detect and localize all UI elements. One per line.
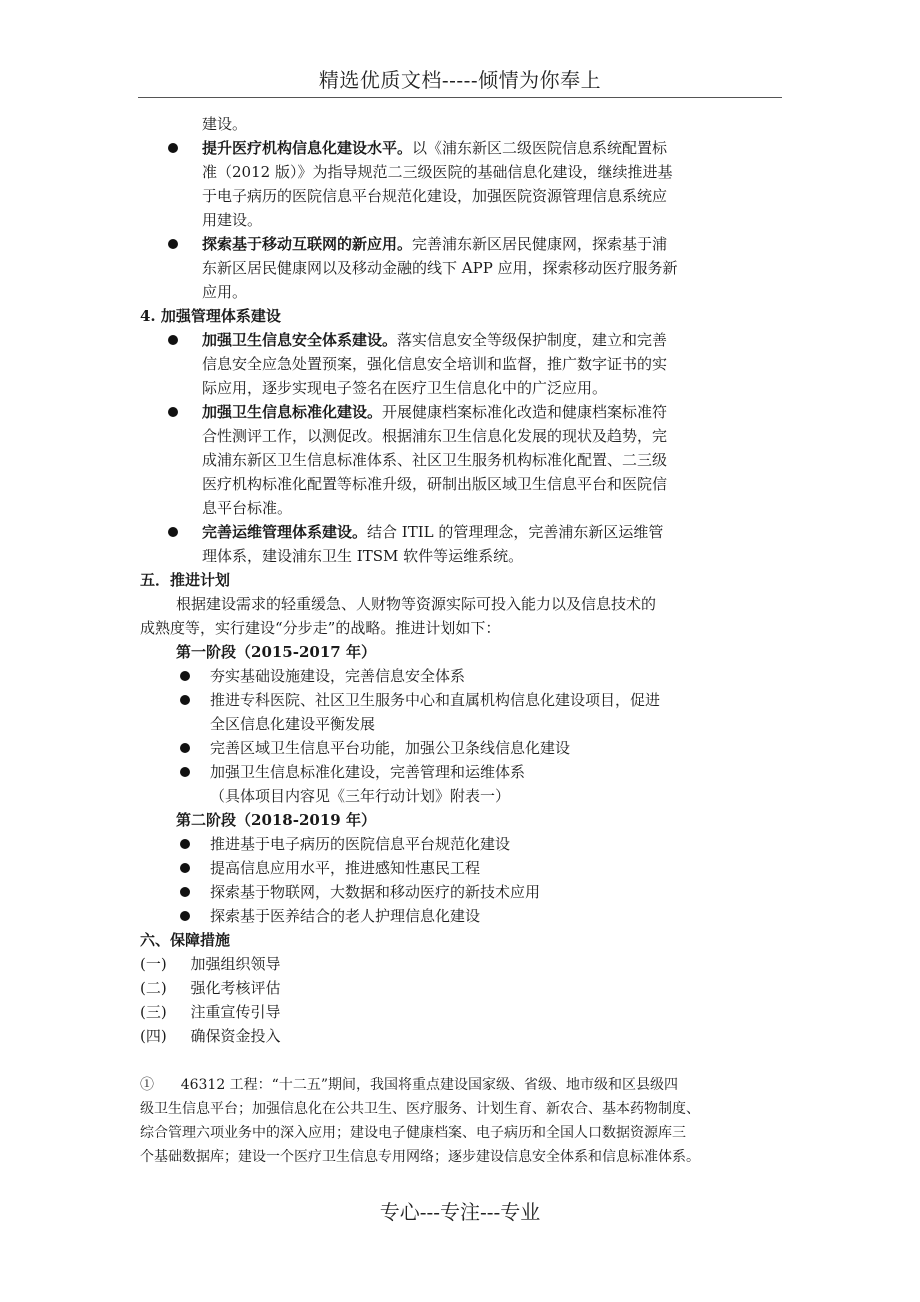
text-line: 建设。: [202, 115, 248, 133]
note-line: （具体项目内容见《三年行动计划》附表一）: [210, 787, 511, 805]
text-run: 落实信息安全等级保护制度，建立和完善: [397, 331, 668, 349]
bold-heading: 探索基于移动互联网的新应用。: [202, 235, 413, 253]
text-line: 医疗机构标准化配置等标准升级，研制出版区域卫生信息平台和医院信: [202, 475, 668, 493]
list-item: 加强卫生信息标准化建设，完善管理和运维体系: [210, 763, 526, 781]
text-line: 准（2012 版）》为指导规范二三级医院的基础信息化建设，继续推进基: [202, 163, 673, 181]
text-line: [202, 136, 667, 160]
text-run: 以《浦东新区二级医院信息系统配置标: [412, 139, 668, 157]
list-item: 提高信息应用水平，推进感知性惠民工程: [210, 859, 481, 877]
footnote-line: 个基础数据库；建设一个医疗卫生信息专用网络；逐步建设信息安全体系和信息标准体系。: [140, 1149, 700, 1165]
section-heading: 六、保障措施: [140, 931, 231, 949]
text-line: 理体系，建设浦东卫生 ITSM 软件等运维系统。: [202, 547, 524, 565]
paragraph-line: 成熟度等，实行建设“分步走”的战略。推进计划如下：: [140, 619, 501, 637]
measure-item: (四) 确保资金投入: [140, 1027, 281, 1045]
measure-item: (三) 注重宣传引导: [140, 1003, 281, 1021]
text-line: 成浦东新区卫生信息标准体系、社区卫生服务机构标准化配置、二三级: [202, 451, 668, 469]
bullet-icon: [168, 143, 178, 153]
measure-item: (二) 强化考核评估: [140, 979, 281, 997]
bullet-icon: [168, 335, 178, 345]
text-run: 结合 ITIL 的管理理念，完善浦东新区运维管: [367, 523, 664, 541]
text-run: 开展健康档案标准化改造和健康档案标准符: [382, 403, 668, 421]
text-line: 应用。: [202, 283, 248, 301]
bullet-icon: [180, 839, 190, 849]
list-item-continued: 全区信息化建设平衡发展: [210, 715, 376, 733]
list-item: 推进专科医院、社区卫生服务中心和直属机构信息化建设项目，促进: [210, 691, 661, 709]
bold-heading: 加强卫生信息安全体系建设。: [202, 331, 398, 349]
measure-item: (一) 加强组织领导: [140, 955, 281, 973]
text-line: 于电子病历的医院信息平台规范化建设，加强医院资源管理信息系统应: [202, 187, 668, 205]
text-line: 合性测评工作，以测促改。根据浦东卫生信息化发展的现状及趋势，完: [202, 427, 668, 445]
text-line: [202, 400, 667, 424]
list-item: 探索基于物联网，大数据和移动医疗的新技术应用: [210, 883, 541, 901]
section-heading: 4. 加强管理体系建设: [140, 307, 281, 325]
text-line: 息平台标准。: [202, 499, 293, 517]
bullet-icon: [168, 407, 178, 417]
paragraph-line: 根据建设需求的轻重缓急、人财物等资源实际可投入能力以及信息技术的: [176, 595, 657, 613]
text-line: 用建设。: [202, 211, 263, 229]
text-line: [202, 232, 667, 256]
list-item: 夯实基础设施建设，完善信息安全体系: [210, 667, 466, 685]
text-line: 东新区居民健康网以及移动金融的线下 APP 应用，探索移动医疗服务新: [202, 259, 678, 277]
phase-heading: 第一阶段（2015-2017 年）: [176, 643, 376, 661]
bold-heading: 完善运维管理体系建设。: [202, 523, 368, 541]
bullet-icon: [168, 527, 178, 537]
bold-heading: 加强卫生信息标准化建设。: [202, 403, 383, 421]
bullet-icon: [180, 671, 190, 681]
bullet-icon: [180, 887, 190, 897]
text-line: [202, 328, 667, 352]
text-line: 际应用，逐步实现电子签名在医疗卫生信息化中的广泛应用。: [202, 379, 608, 397]
bullet-icon: [180, 767, 190, 777]
section-heading: 五．推进计划: [140, 571, 231, 589]
footnote-line: 级卫生信息平台；加强信息化在公共卫生、医疗服务、计划生育、新农合、基本药物制度、: [140, 1101, 700, 1117]
bullet-icon: [180, 863, 190, 873]
list-item: 探索基于医养结合的老人护理信息化建设: [210, 907, 481, 925]
phase-heading: 第二阶段（2018-2019 年）: [176, 811, 376, 829]
bullet-icon: [180, 695, 190, 705]
text-line: 信息安全应急处置预案，强化信息安全培训和监督，推广数字证书的实: [202, 355, 668, 373]
footnote-line: ① 46312 工程：“十二五”期间，我国将重点建设国家级、省级、地市级和区县级四: [140, 1077, 678, 1093]
bullet-icon: [180, 911, 190, 921]
footnote-line: 综合管理六项业务中的深入应用；建设电子健康档案、电子病历和全国人口数据资源库三: [140, 1125, 686, 1141]
list-item: 推进基于电子病历的医院信息平台规范化建设: [210, 835, 511, 853]
bullet-icon: [168, 239, 178, 249]
page-header-title: 精选优质文档-----倾情为你奉上: [318, 68, 602, 92]
list-item: 完善区域卫生信息平台功能，加强公卫条线信息化建设: [210, 739, 571, 757]
text-run: 完善浦东新区居民健康网，探索基于浦: [412, 235, 668, 253]
bullet-icon: [180, 743, 190, 753]
page-footer-text: 专心---专注---专业: [379, 1200, 541, 1224]
header-divider: [138, 97, 782, 98]
bold-heading: 提升医疗机构信息化建设水平。: [202, 139, 413, 157]
text-line: [202, 520, 663, 544]
